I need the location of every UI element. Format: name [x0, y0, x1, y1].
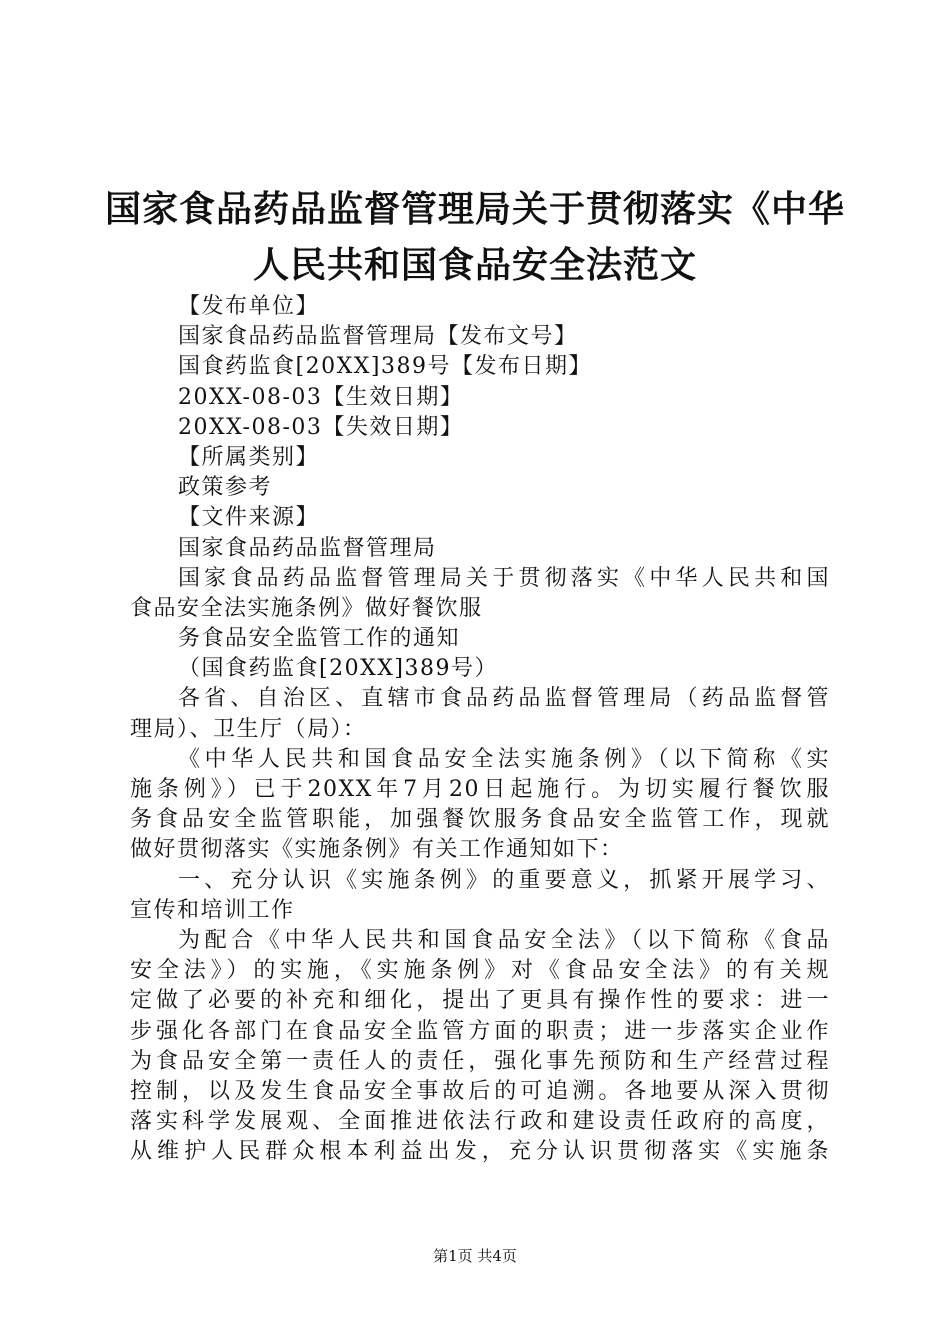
text-line: 政策参考 [178, 475, 273, 501]
text-line: 为食品安全第一责任人的责任，强化事先预防和生产经营过程 [130, 1048, 830, 1074]
text-line: 安全法》）的实施，《实施条例》对《食品安全法》的有关规 [130, 958, 830, 984]
text-line: 一、充分认识《实施条例》的重要意义，抓紧开展学习、 [178, 867, 830, 893]
text-line: 施条例》）已于20XX年7月20日起施行。为切实履行餐饮服 [130, 777, 830, 802]
text-line: 务食品安全监管职能，加强餐饮服务食品安全监管工作，现就 [130, 807, 830, 833]
text-line: 为配合《中华人民共和国食品安全法》（以下简称《食品 [178, 927, 830, 953]
text-line: 【文件来源】 [178, 505, 320, 531]
text-line: 控制，以及发生食品安全事故后的可追溯。各地要从深入贯彻 [130, 1078, 830, 1104]
text-line: 国家食品药品监督管理局 [178, 535, 437, 561]
text-line: 定做了必要的补充和细化，提出了更具有操作性的要求：进一 [130, 988, 830, 1014]
text-line: 国家食品药品监督管理局【发布文号】 [178, 324, 578, 350]
document-title-line-2: 人民共和国食品安全法范文 [252, 245, 697, 286]
text-line: 《中华人民共和国食品安全法实施条例》（以下简称《实 [178, 746, 830, 772]
text-line: 【所属类别】 [178, 444, 320, 470]
text-line: 落实科学发展观、全面推进依法行政和建设责任政府的高度， [130, 1109, 830, 1135]
text-line: 20XX-08-03【失效日期】 [178, 414, 464, 440]
text-line: 各省、自治区、直辖市食品药品监督管理局（药品监督管 [178, 686, 830, 712]
text-line: 步强化各部门在食品安全监管方面的职责；进一步落实企业作 [130, 1018, 830, 1044]
text-line: 20XX-08-03【生效日期】 [178, 384, 464, 410]
text-line: 食品安全法实施条例》做好餐饮服 [130, 595, 483, 621]
text-line: 国食药监食[20XX]389号【发布日期】 [178, 354, 592, 380]
text-line: 国家食品药品监督管理局关于贯彻落实《中华人民共和国 [178, 565, 830, 591]
document-body [130, 292, 830, 1167]
page-number-footer: 第1页 共4页 [433, 1247, 517, 1265]
text-line: （国食药监食[20XX]389号） [178, 656, 498, 682]
document-title-line-1: 国家食品药品监督管理局关于贯彻落实《中华 [104, 189, 845, 230]
text-line: 【发布单位】 [178, 294, 320, 319]
text-line: 做好贯彻落实《实施条例》有关工作通知如下： [130, 837, 624, 863]
text-line: 理局）、卫生厅（局）： [130, 716, 367, 742]
text-line: 宣传和培训工作 [130, 897, 295, 923]
text-line: 从维护人民群众根本利益出发，充分认识贯彻落实《实施条 [130, 1139, 830, 1165]
text-line: 务食品安全监管工作的通知 [178, 626, 461, 652]
